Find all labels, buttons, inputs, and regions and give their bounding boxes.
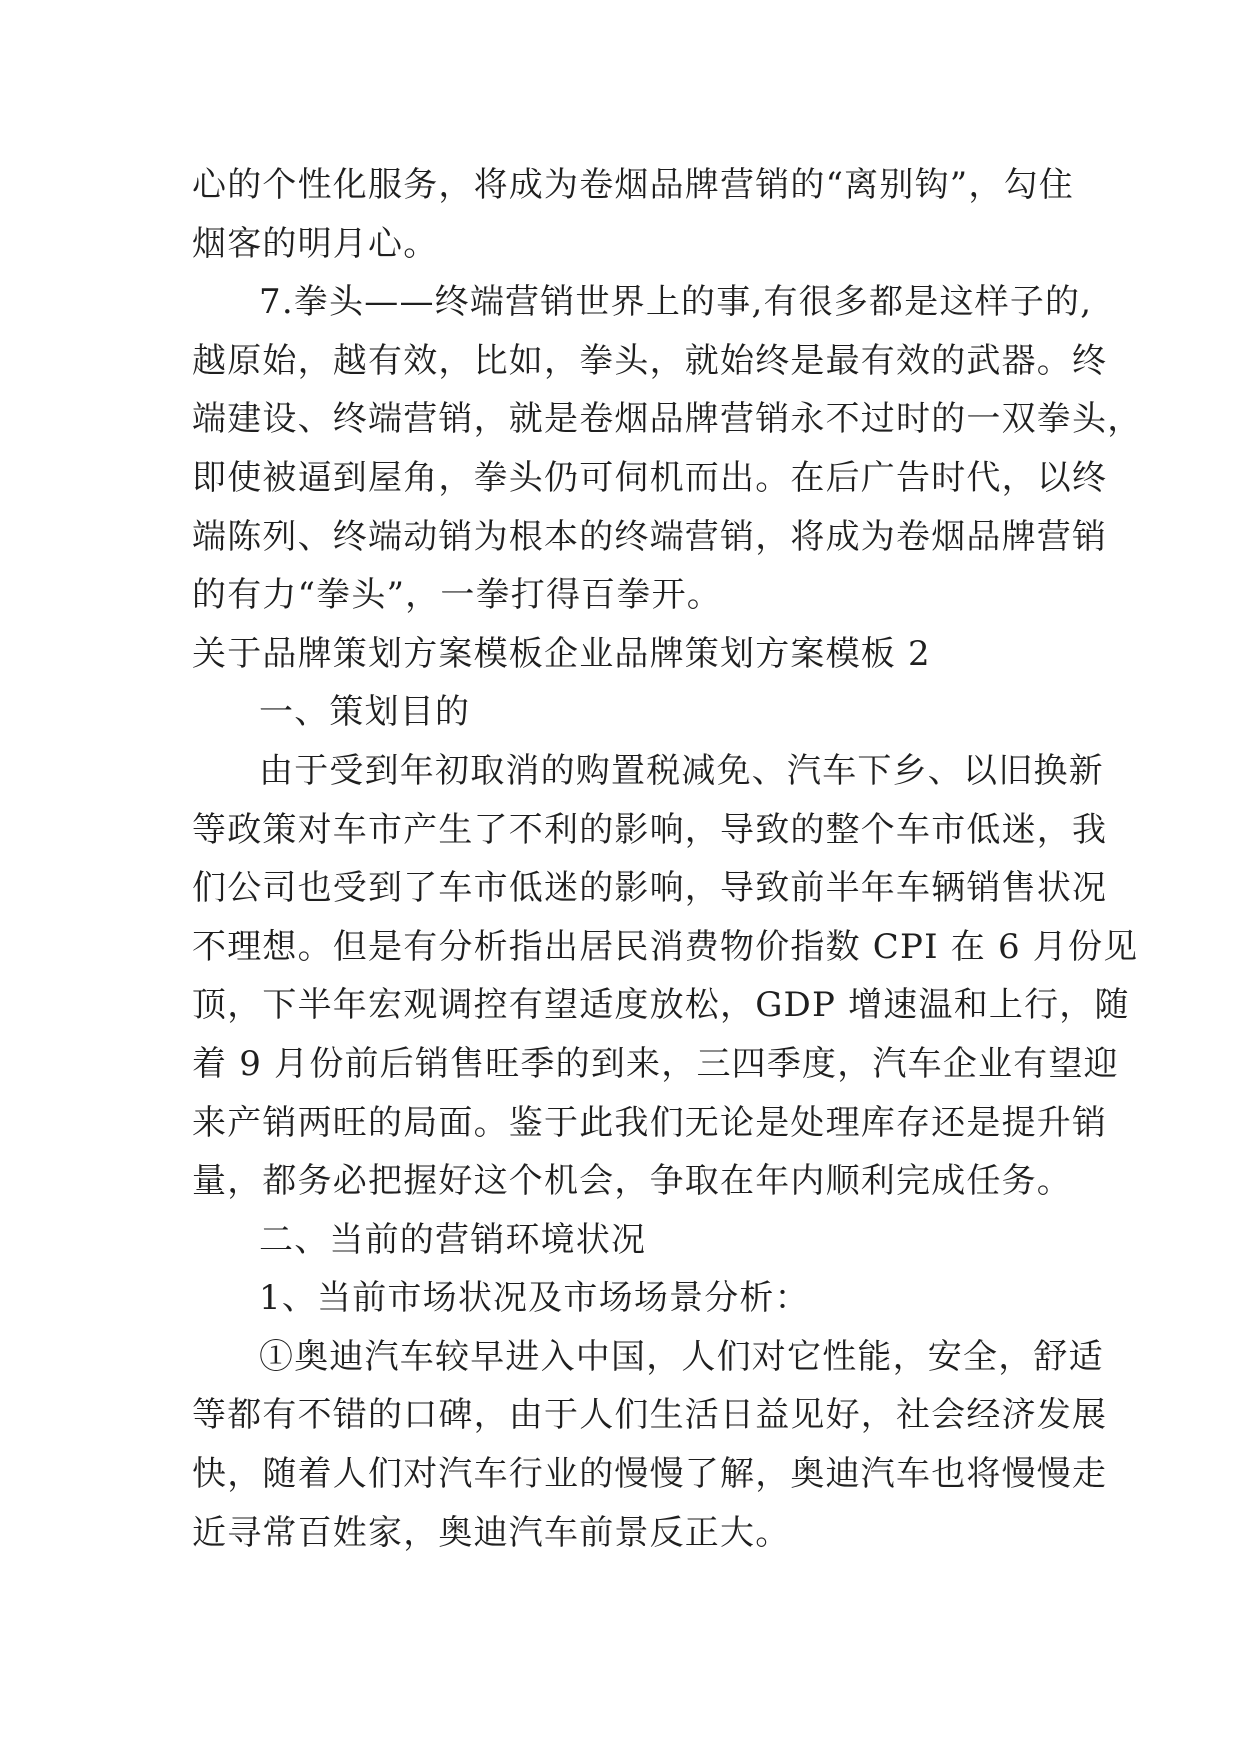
document-body bbox=[192, 156, 1143, 1562]
paragraph-line: 量，都务必把握好这个机会，争取在年内顺利完成任务。 bbox=[192, 1161, 1072, 1202]
paragraph-line: 7.拳头——终端营销世界上的事,有很多都是这样子的, bbox=[259, 282, 1093, 323]
paragraph-line: 快，随着人们对汽车行业的慢慢了解，奥迪汽车也将慢慢走 bbox=[192, 1454, 1108, 1495]
paragraph-line: 的有力“拳头”，一拳打得百拳开。 bbox=[192, 575, 722, 616]
paragraph-line: ①奥迪汽车较早进入中国，人们对它性能，安全，舒适 bbox=[259, 1336, 1104, 1377]
paragraph-line: 等都有不错的口碑，由于人们生活日益见好，社会经济发展 bbox=[192, 1395, 1108, 1436]
subsection-heading: 二、当前的营销环境状况 bbox=[259, 1219, 647, 1260]
paragraph-line: 不理想。但是有分析指出居民消费物价指数 CPI 在 6 月份见 bbox=[192, 926, 1139, 967]
paragraph-line: 由于受到年初取消的购置税减免、汽车下乡、以旧换新 bbox=[259, 750, 1104, 791]
paragraph-line: 着 9 月份前后销售旺季的到来，三四季度，汽车企业有望迎 bbox=[192, 1043, 1119, 1084]
paragraph-line: 即使被逼到屋角，拳头仍可伺机而出。在后广告时代，以终 bbox=[192, 457, 1108, 498]
paragraph-line: 烟客的明月心。 bbox=[192, 223, 439, 264]
paragraph-line: 来产销两旺的局面。鉴于此我们无论是处理库存还是提升销 bbox=[192, 1102, 1108, 1143]
subsection-heading: 一、策划目的 bbox=[259, 692, 471, 733]
section-heading: 关于品牌策划方案模板企业品牌策划方案模板 2 bbox=[192, 633, 931, 674]
paragraph-line: 顶，下半年宏观调控有望适度放松，GDP 增速温和上行，随 bbox=[192, 985, 1130, 1026]
paragraph-line: 近寻常百姓家，奥迪汽车前景反正大。 bbox=[192, 1512, 791, 1553]
paragraph-line: 们公司也受到了车市低迷的影响，导致前半年车辆销售状况 bbox=[192, 868, 1108, 909]
paragraph-line: 端陈列、终端动销为根本的终端营销，将成为卷烟品牌营销 bbox=[192, 516, 1108, 557]
paragraph-line: 心的个性化服务，将成为卷烟品牌营销的“离别钩”，勾住 bbox=[192, 165, 1074, 205]
paragraph-line: 端建设、终端营销，就是卷烟品牌营销永不过时的一双拳头， bbox=[192, 399, 1143, 440]
paragraph-line: 等政策对车市产生了不利的影响，导致的整个车市低迷，我 bbox=[192, 809, 1108, 850]
paragraph-line: 越原始，越有效，比如，拳头，就始终是最有效的武器。终 bbox=[192, 340, 1108, 381]
subsection-heading: 1、当前市场状况及市场场景分析： bbox=[259, 1278, 810, 1319]
